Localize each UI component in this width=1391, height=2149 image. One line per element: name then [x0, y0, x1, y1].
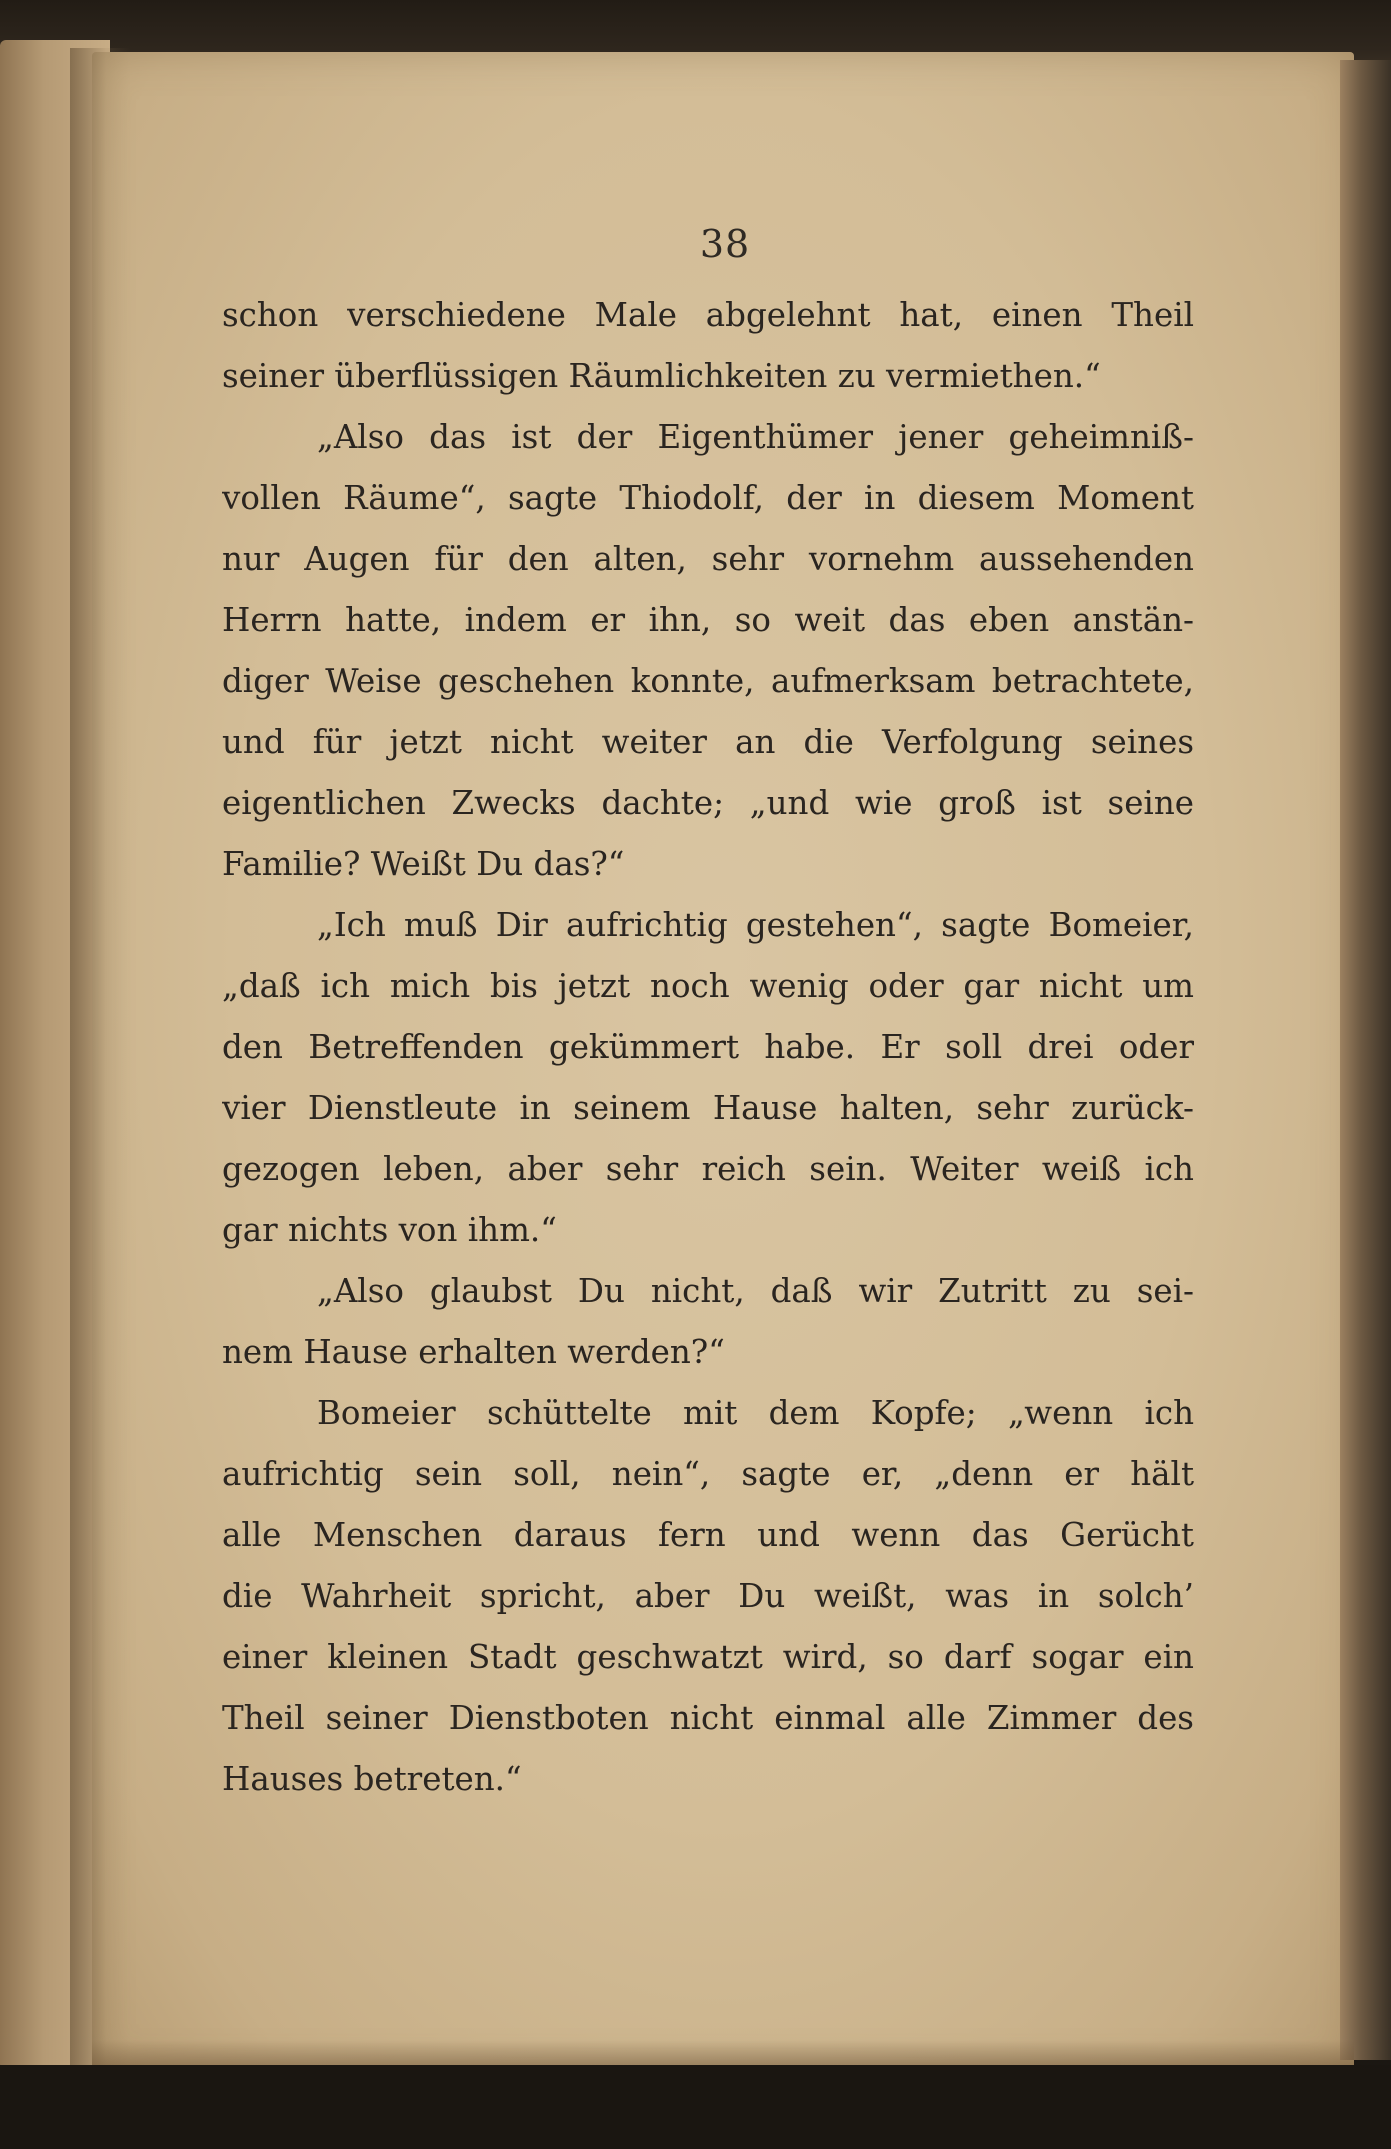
- scan-background-bottom: [0, 2065, 1391, 2149]
- text-line: „Also das ist der Eigenthümer jener geheimniß-: [317, 418, 1194, 456]
- text-line: vollen Räume“, sagte Thiodolf, der in diesem Moment: [222, 479, 1194, 517]
- text-line: nur Augen für den alten, sehr vornehm aussehenden: [222, 540, 1194, 578]
- text-line: Herrn hatte, indem er ihn, so weit das eben anstän-: [222, 601, 1194, 639]
- text-line: und für jetzt nicht weiter an die Verfolgung seines: [222, 723, 1194, 761]
- text-line: „Ich muß Dir aufrichtig gestehen“, sagte Bomeier,: [317, 906, 1194, 944]
- text-line: diger Weise geschehen konnte, aufmerksam betrachtete,: [222, 662, 1194, 700]
- text-line: die Wahrheit spricht, aber Du weißt, was in solch’: [222, 1577, 1194, 1615]
- page-number: 38: [699, 222, 751, 266]
- text-line: schon verschiedene Male abgelehnt hat, einen Theil: [222, 296, 1194, 334]
- text-line: den Betreffenden gekümmert habe. Er soll drei oder: [222, 1028, 1194, 1066]
- text-line: seiner überflüssigen Räumlichkeiten zu vermiethen.“: [222, 357, 1101, 395]
- body-text: [222, 285, 1194, 1810]
- text-line: einer kleinen Stadt geschwatzt wird, so darf sogar ein: [222, 1638, 1194, 1676]
- text-line: gar nichts von ihm.“: [222, 1211, 557, 1249]
- text-line: nem Hause erhalten werden?“: [222, 1333, 725, 1371]
- text-line: eigentlichen Zwecks dachte; „und wie groß ist seine: [222, 784, 1194, 822]
- text-line: „Also glaubst Du nicht, daß wir Zutritt zu sei-: [317, 1272, 1194, 1310]
- text-line: alle Menschen daraus fern und wenn das Gerücht: [222, 1516, 1194, 1554]
- text-line: Hauses betreten.“: [222, 1760, 522, 1798]
- text-line: Bomeier schüttelte mit dem Kopfe; „wenn ich: [317, 1394, 1194, 1432]
- text-line: Theil seiner Dienstboten nicht einmal alle Zimmer des: [222, 1699, 1194, 1737]
- page-right-edge: [1340, 60, 1391, 2060]
- text-line: aufrichtig sein soll, nein“, sagte er, „denn er hält: [222, 1455, 1194, 1493]
- text-line: gezogen leben, aber sehr reich sein. Weiter weiß ich: [222, 1150, 1194, 1188]
- page-bottom-edge: [92, 2040, 1354, 2068]
- spine-shadow: [70, 48, 130, 2068]
- text-line: „daß ich mich bis jetzt noch wenig oder gar nicht um: [222, 967, 1194, 1005]
- text-line: Familie? Weißt Du das?“: [222, 845, 625, 883]
- text-line: vier Dienstleute in seinem Hause halten, sehr zurück-: [222, 1089, 1194, 1127]
